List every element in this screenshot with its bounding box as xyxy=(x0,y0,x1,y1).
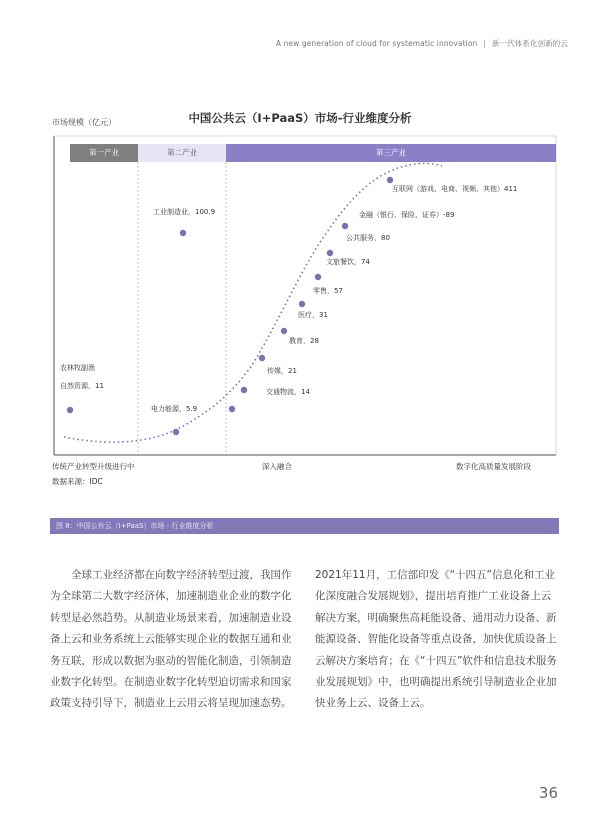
point-label-manufacturing: 工业制造业，100.9 xyxy=(153,208,216,216)
point-culture-tourism xyxy=(315,274,321,280)
x-label-middle: 深入融合 xyxy=(262,462,292,471)
page-number: 36 xyxy=(538,784,558,802)
x-label-left: 传统产业转型升级进行中 xyxy=(52,462,135,471)
point-finance xyxy=(342,223,348,229)
point-media xyxy=(241,387,247,393)
point-label-agri-line2: 自然资源，11 xyxy=(60,382,104,390)
point-healthcare xyxy=(281,328,287,334)
point-logistics xyxy=(229,406,235,412)
point-label-media: 传媒，21 xyxy=(267,367,297,375)
point-label-logistics: 交通物流，14 xyxy=(266,388,310,396)
point-label-retail: 零售，57 xyxy=(313,287,343,295)
chart-title: 中国公共云（I+PaaS）市场-行业维度分析 xyxy=(188,111,412,125)
data-source: 数据来源：IDC xyxy=(52,477,103,486)
point-label-agri-line1: 农林牧副渔 xyxy=(60,364,95,372)
header-english: A new generation of cloud for systematic innovation xyxy=(275,39,478,48)
stage-label-secondary: 第二产业 xyxy=(167,148,197,157)
header-separator: | xyxy=(483,39,486,48)
data-points xyxy=(67,177,393,435)
growth-curve xyxy=(64,163,442,442)
point-education xyxy=(259,355,265,361)
point-label-finance: 金融（银行、保险、证券）-89 xyxy=(359,211,455,219)
figure-caption: 图 8：中国公有云（I+PaaS）市场 - 行业维度分析 xyxy=(50,518,559,534)
point-label-public-service: 公共服务，80 xyxy=(346,234,390,242)
point-internet xyxy=(387,177,393,183)
y-axis-label: 市场规模（亿元） xyxy=(52,118,116,127)
point-label-internet: 互联网（游戏、电商、视频、其他）411 xyxy=(392,185,518,193)
point-label-power: 电力能源，5.9 xyxy=(151,405,198,413)
point-label-healthcare: 医疗，31 xyxy=(298,311,328,319)
point-agri xyxy=(67,407,73,413)
x-label-right: 数字化高质量发展阶段 xyxy=(456,462,531,471)
point-public-service xyxy=(327,250,333,256)
point-label-education: 教育，28 xyxy=(289,337,319,345)
stage-label-primary: 第一产业 xyxy=(89,148,119,157)
stage-label-tertiary: 第三产业 xyxy=(376,148,406,157)
point-retail xyxy=(299,301,305,307)
header-chinese: 新一代体系化创新的云 xyxy=(492,39,568,48)
body-text-left: 全球工业经济都在向数字经济转型过渡，我国作为全球第二大数字经济体，加速制造业企业的数字化转型是必然趋势。从制造业场景来看，加速制造业设备上云和业务系统上云能够实现企业的数据互通和业务互联，形成以数据为驱动的智能化制造，引领制造业数字化转型。在制造业数字化转型迫切需求和国家政策支持引导下，制造业上云用云将呈现加速态势。 xyxy=(50,569,292,710)
point-power xyxy=(173,429,179,435)
body-text-right: 2021年11月，工信部印发《“十四五”信息化和工业化深度融合发展规划》，提出培育推广工业设备上云解决方案，明确聚焦高耗能设备、通用动力设备、新能源设备、智能化设备等重点设备，加快优质设备上云解决方案培育；在《“十四五”软件和信息技术服务业发展规划》中，也明确提出系统引导制造业企业加快业务上云、设备上云。 xyxy=(315,569,557,710)
point-manufacturing xyxy=(180,230,186,236)
point-label-culture-tourism: 文旅餐饮，74 xyxy=(326,258,370,266)
